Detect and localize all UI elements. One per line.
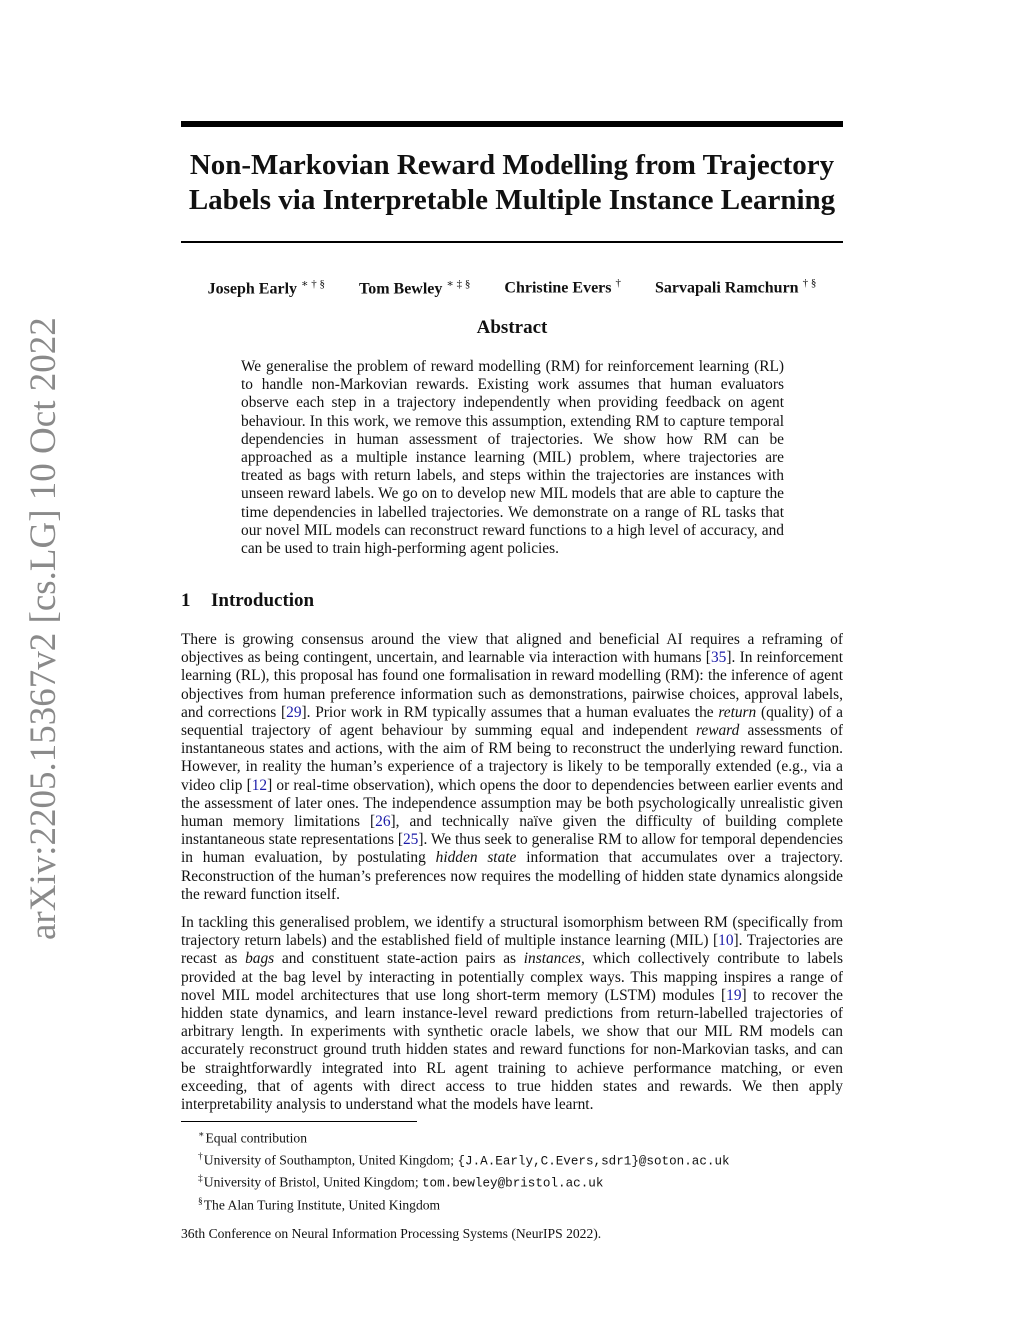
citation-link[interactable]: 12 [251, 776, 268, 794]
text-run: assessments of instantaneous states and actions, with the aim of RM being to reconstruct the underlying reward function. However, in reality the human’s experience of a trajectory is likely to be temporally extended (e.g., via a video clip [ [181, 722, 843, 794]
footnote-bristol [198, 1170, 838, 1193]
author-joseph-early [208, 277, 325, 301]
footnote-mark: § [198, 1196, 203, 1207]
footnote-rule [181, 1121, 417, 1122]
author-tom-bewley [359, 277, 470, 301]
author-name: Tom Bewley [359, 280, 443, 298]
emphasis: hidden state [435, 849, 517, 867]
emphasis: return [718, 703, 757, 721]
footnote-mark: ‡ [198, 1174, 203, 1185]
footnote-mark: ∗ [198, 1130, 205, 1140]
text-run: ] or real-time observation), which opens the door to dependencies between earlier events and the assessment of later ones. The independence assumption may be both psychologically unrealistic given human memory limitations [ [181, 776, 843, 831]
author-sarvapali-ramchurn [655, 277, 816, 301]
citation-link[interactable]: 19 [726, 986, 742, 1004]
author-affiliation-marks: ∗ ‡ § [446, 278, 471, 290]
intro-paragraph-1 [181, 631, 843, 904]
abstract-heading: Abstract [476, 317, 548, 338]
author-christine-evers [504, 277, 621, 301]
author-affiliation-marks: ∗ † § [301, 278, 325, 290]
email-link[interactable]: {J.A.Early,C.Evers,sdr1}@soton.ac.uk [457, 1154, 730, 1169]
footnote-mark: † [198, 1151, 203, 1162]
title-line-2: Labels via Interpretable Multiple Instance Learning [188, 184, 836, 216]
author-list [181, 277, 843, 301]
footnote-text: The Alan Turing Institute, United Kingdom [203, 1197, 441, 1213]
text-run: ]. In reinforcement learning (RL), this proposal has found one formalisation in reward modelling (RM): the inference of agent objectives from human preference information such as demonstrations, pairwise choices, approval labels, and corrections [ [181, 649, 843, 721]
email-link[interactable]: tom.bewley@bristol.ac.uk [422, 1176, 604, 1191]
intro-paragraph-2 [181, 914, 843, 1114]
text-run: ], and technically naïve given the difficulty of building complete instantaneous state representations [ [181, 813, 843, 849]
paper-title [181, 148, 843, 218]
emphasis: bags [245, 950, 275, 968]
text-run: ]. We thus seek to generalise RM to allow for temporal dependencies in human evaluation, by postulating [181, 831, 843, 867]
arxiv-identifier[interactable]: arXiv:2205.15367v2 [cs.LG] 10 Oct 2022 [23, 317, 64, 940]
citation-link[interactable]: 25 [402, 831, 419, 849]
citation-link[interactable]: 29 [286, 703, 302, 721]
text-run: ]. Prior work in RM typically assumes that a human evaluates the [301, 703, 719, 721]
emphasis: instances [523, 950, 582, 968]
footnote-text: University of Bristol, United Kingdom; [203, 1174, 422, 1190]
text-run: There is growing consensus around the view that aligned and beneficial AI requires a reframing of objectives as being contingent, uncertain, and learnable via interaction with humans [ [181, 631, 843, 667]
author-affiliation-marks: † [615, 277, 621, 289]
citation-link[interactable]: 35 [710, 649, 727, 667]
citation-link[interactable]: 10 [718, 932, 734, 950]
text-run: ]. Trajectories are recast as [181, 932, 843, 968]
citation-link[interactable]: 26 [375, 813, 391, 831]
footnote-turing [198, 1193, 838, 1215]
abstract-text: We generalise the problem of reward modelling (RM) for reinforcement learning (RL) to handle non-Markovian rewards. Existing work assumes that human evaluators observe each step in a trajectory independently when providing feedback on agent behaviour. In this work, we remove this assumption, extending RM to capture temporal dependencies in human assessment of trajectories. We show how RM can be approached as a multiple instance learning (MIL) problem, where trajectories are treated as bags with return labels, and steps within the trajectories are instances with unseen reward labels. We go on to develop new MIL models that are able to capture the time dependencies in labelled trajectories. We demonstrate on a range of RL tasks that our novel MIL models can reconstruct reward functions to a high level of accuracy, and can be used to train high-performing agent policies. [241, 358, 784, 558]
footnote-southampton [198, 1148, 838, 1171]
author-name: Sarvapali Ramchurn [655, 279, 799, 297]
author-affiliation-marks: † § [802, 277, 817, 289]
section-title: Introduction [211, 590, 315, 611]
footnotes [198, 1126, 838, 1214]
author-name: Christine Evers [504, 279, 612, 297]
footnote-text: University of Southampton, United Kingdom; [203, 1152, 458, 1168]
text-run: , which collectively contribute to labels provided at the bag level by interacting in potentially complex ways. This mapping inspires a range of novel MIL model architectures that use long short-term memory (LSTM) modules [ [181, 950, 843, 1004]
text-run: ] to recover the hidden state dynamics, and learn instance-level reward predictions from return-labelled trajectories of arbitrary length. In experiments with synthetic oracle labels, we show that our MIL RM models can accurately reconstruct ground truth hidden states and reward functions for non-Markovian tasks, and can be straightforwardly integrated into RL agent training to achieve performance matching, or even exceeding, that of agents with direct access to true hidden states and rewards. We then apply interpretability analysis to understand what the models have learnt. [181, 986, 843, 1114]
title-top-rule [181, 121, 843, 127]
author-name: Joseph Early [207, 280, 298, 298]
section-number: 1 [181, 590, 191, 611]
text-run: (quality) of a sequential trajectory of agent behaviour by summing equal and independent [181, 703, 843, 740]
text-run: In tackling this generalised problem, we identify a structural isomorphism between RM (specifically from trajectory return labels) and the established field of multiple instance learning (MIL) [ [181, 914, 843, 950]
footnote-equal-contribution [198, 1126, 838, 1148]
venue-footer: 36th Conference on Neural Information Processing Systems (NeurIPS 2022). [181, 1226, 602, 1241]
section-heading [181, 590, 314, 612]
footnote-text: Equal contribution [205, 1130, 308, 1146]
emphasis: reward [695, 722, 740, 740]
title-bottom-rule [181, 241, 843, 243]
title-line-1: Non-Markovian Reward Modelling from Trajectory [189, 149, 835, 181]
text-run: information that accumulates over a trajectory. Reconstruction of the human’s preferences now requires the modelling of hidden state dynamics alongside the reward function itself. [181, 849, 843, 903]
text-run: and constituent state-action pairs as [274, 950, 524, 968]
